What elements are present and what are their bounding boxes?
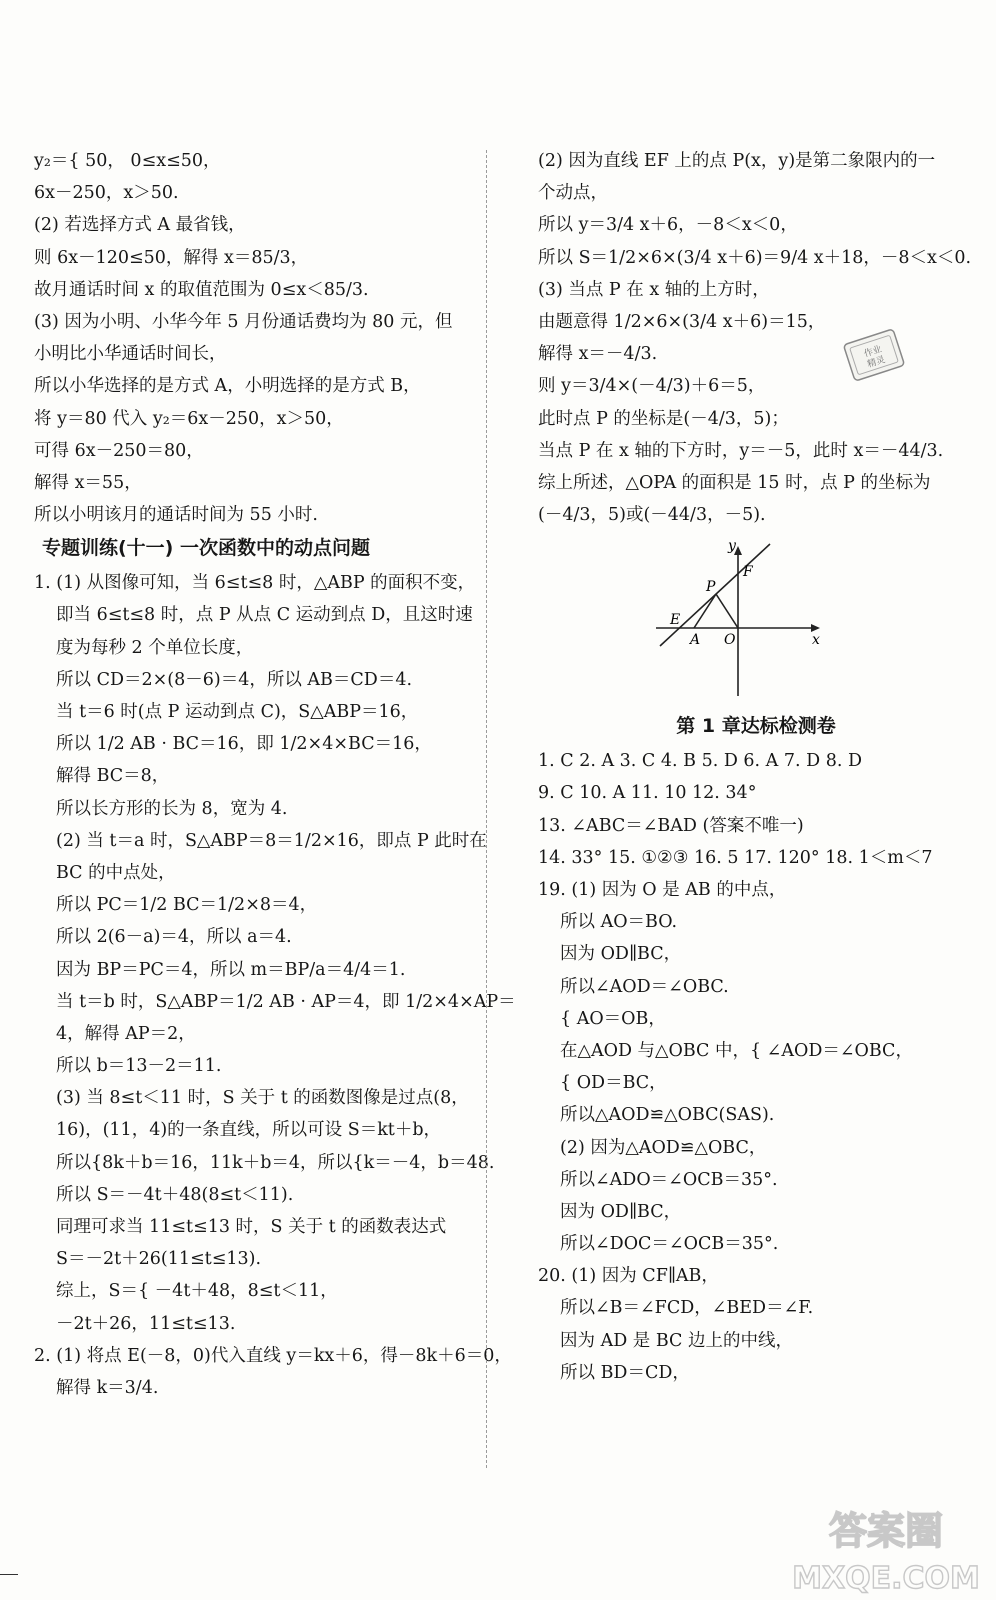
text-line: 同理可求当 11≤t≤13 时，S 关于 t 的函数表达式 [56,1217,447,1237]
text-line: 所以 S＝1/2×6×(3/4 x＋6)＝9/4 x＋18，－8＜x＜0. [538,247,972,268]
text-line: 度为每秒 2 个单位长度， [56,637,254,658]
section-heading: 专题训练(十一) 一次函数中的动点问题 [42,537,370,560]
x-axis-arrow [811,624,820,632]
text-line: 所以 S＝－4t＋48(8≤t＜11). [56,1184,294,1205]
text-line: (3) 当 8≤t＜11 时，S 关于 t 的函数图像是过点(8， [56,1088,469,1109]
text-line: (2) 因为△AOD≌△OBC， [560,1137,767,1158]
text-line: 综上所述，△OPA 的面积是 15 时，点 P 的坐标为 [538,472,931,493]
text-line: 4，解得 AP＝2， [56,1023,196,1044]
text-line: 20. (1) 因为 CF∥AB， [538,1266,719,1287]
text-line: 则 y＝3/4×(－4/3)＋6＝5， [538,376,766,397]
text-line: 所以 b＝13－2＝11. [56,1056,222,1077]
stamp-text: 作业 [862,344,884,360]
label-e: E [670,612,681,629]
text-line: 所以∠ADO＝∠OCB＝35°. [560,1169,778,1190]
watermark-site: MXQE.COM [792,1561,980,1596]
text-line: 所以长方形的长为 8，宽为 4. [56,798,288,819]
text-line: { AO＝OB， [560,1008,666,1029]
text-line: 所以 AO＝BO. [560,912,678,933]
text-line: 所以小明该月的通话时间为 55 小时. [34,505,318,526]
text-line: 因为 OD∥BC， [560,944,682,965]
watermark-graphic [786,1492,986,1596]
text-line: 解得 x＝－4/3. [538,344,658,365]
text-line: BC 的中点处， [56,862,176,883]
text-line: (2) 若选择方式 A 最省钱， [34,215,246,236]
stamp-text: 精灵 [866,355,887,371]
text-line: 所以 2(6－a)＝4，所以 a＝4. [56,927,292,948]
stamp-logo [838,326,910,384]
answer-line: 1. C 2. A 3. C 4. B 5. D 6. A 7. D 8. D [538,751,863,772]
label-f: F [743,564,753,581]
column-divider [486,150,487,1468]
text-line: 所以 BD＝CD， [560,1362,690,1383]
text-line: 所以 CD＝2×(8－6)＝4，所以 AB＝CD＝4. [56,669,413,690]
label-p: P [706,579,716,596]
text-line: 在△AOD 与△OBC 中，{ ∠AOD＝∠OBC， [560,1040,913,1061]
text-line: 16)，(11，4)的一条直线，所以可设 S＝kt＋b， [56,1120,442,1141]
text-line: 所以 PC＝1/2 BC＝1/2×8＝4， [56,895,318,916]
text-line: 所以∠B＝∠FCD，∠BED＝∠F. [560,1298,814,1319]
text-line: (－4/3，5)或(－44/3，－5). [538,505,766,526]
text-line: 所以∠AOD＝∠OBC. [560,976,729,997]
text-line: { OD＝BC， [560,1073,667,1094]
label-x: x [812,632,820,649]
figure-svg [648,536,848,706]
text-line: 可得 6x－250＝80， [34,440,204,461]
text-line: 小明比小华通话时间长， [34,344,227,365]
text-line: 当 t＝b 时，S△ABP＝1/2 AB · AP＝4，即 1/2×4×AP＝ [56,991,516,1012]
text-line: －2t＋26，11≤t≤13. [56,1313,236,1334]
answer-line: 14. 33° 15. ①②③ 16. 5 17. 120° 18. 1＜m＜7 [538,847,933,868]
answer-line: 13. ∠ABC＝∠BAD (答案不唯一) [538,815,804,836]
label-y: y [728,538,736,555]
text-line: (3) 因为小明、小华今年 5 月份通话费均为 80 元，但 [34,311,453,332]
watermark-brand: 答案圈 [828,1509,944,1553]
text-line: 将 y＝80 代入 y₂＝6x－250，x＞50， [34,408,344,429]
text-line: 因为 AD 是 BC 边上的中线， [560,1330,793,1351]
left-column [34,150,516,1409]
text-line: 所以∠DOC＝∠OCB＝35°. [560,1234,779,1255]
text-line: 所以 1/2 AB · BC＝16，即 1/2×4×BC＝16， [56,734,432,755]
coordinate-figure [648,536,848,706]
text-line: 解得 x＝55， [34,472,142,493]
text-line: 故月通话时间 x 的取值范围为 0≤x＜85/3. [34,279,369,300]
text-line: 所以△AOD≌△OBC(SAS). [560,1105,775,1126]
text-line: (2) 因为直线 EF 上的点 P(x，y)是第二象限内的一 [538,151,936,171]
text-line: 因为 OD∥BC， [560,1201,682,1222]
text-line: 解得 k＝3/4. [56,1377,159,1398]
text-line: 所以{8k＋b＝16，11k＋b＝4，所以{k＝－4，b＝48. [56,1152,495,1173]
text-line: y₂＝{ 50， 0≤x≤50， [34,151,221,171]
stamp-graphic [838,326,910,384]
text-line: 所以 y＝3/4 x＋6，－8＜x＜0， [538,215,798,236]
text-line: 2. (1) 将点 E(－8，0)代入直线 y＝kx＋6，得－8k＋6＝0， [34,1345,512,1366]
text-line: (2) 当 t＝a 时，S△ABP＝8＝1/2×16，即点 P 此时在 [56,830,487,851]
text-line: 当点 P 在 x 轴的下方时，y＝－5，此时 x＝－44/3. [538,440,944,461]
text-line: S＝－2t＋26(11≤t≤13). [56,1249,262,1270]
text-line: 则 6x－120≤50，解得 x＝85/3， [34,247,309,268]
text-line: 1. (1) 从图像可知，当 6≤t≤8 时，△ABP 的面积不变， [34,573,476,594]
segment-po [716,594,738,628]
text-line: 所以小华选择的是方式 A，小明选择的是方式 B， [34,376,421,397]
text-line: 19. (1) 因为 O 是 AB 的中点， [538,880,787,900]
text-line: 此时点 P 的坐标是(－4/3，5)； [538,408,789,429]
text-line: 综上，S＝{ －4t＋48，8≤t＜11， [56,1281,338,1302]
text-line: 当 t＝6 时(点 P 运动到点 C)，S△ABP＝16， [56,702,419,722]
text-line: 6x－250，x＞50. [34,183,179,204]
answer-line: 9. C 10. A 11. 10 12. 34° [538,783,757,804]
watermark-logo [786,1492,986,1596]
text-line: 因为 BP＝PC＝4，所以 m＝BP/a＝4/4＝1. [56,959,406,980]
text-line: 由题意得 1/2×6×(3/4 x＋6)＝15， [538,311,826,332]
label-a: A [690,632,701,649]
label-o: O [724,632,736,649]
section-heading: 第 1 章达标检测卷 [676,715,836,738]
text-line: 即当 6≤t≤8 时，点 P 从点 C 运动到点 D，且这时速 [56,605,473,626]
text-line: 解得 BC＝8， [56,766,170,787]
text-line: 个动点， [538,183,608,204]
bottom-rule [0,1574,18,1575]
text-line: (3) 当点 P 在 x 轴的上方时， [538,279,770,300]
